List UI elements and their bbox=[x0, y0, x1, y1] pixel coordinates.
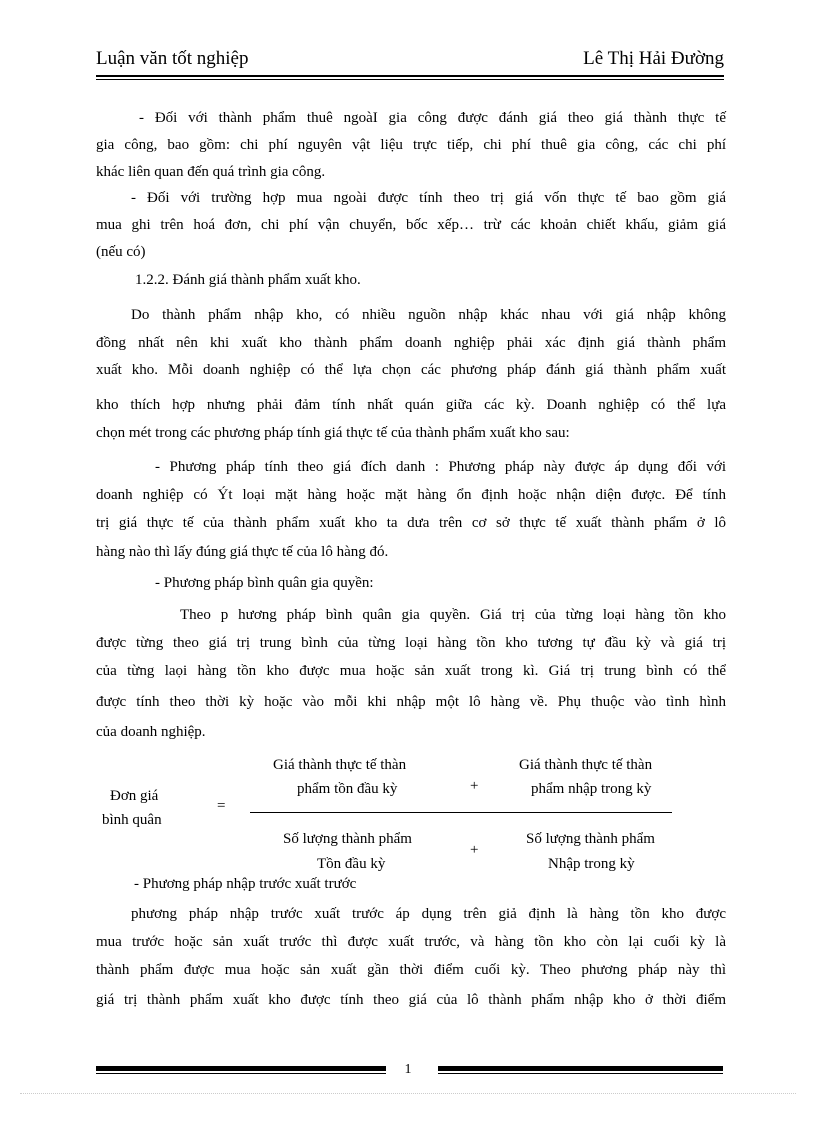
section-heading: 1.2.2. Đánh giá thành phẩm xuất kho. bbox=[135, 272, 361, 288]
formula-denominator-b: Nhập trong kỳ bbox=[548, 856, 635, 872]
text-line: mua trước hoặc sản xuất trước thì được xuất trước, và hàng tồn kho còn lại cuối kỳ là bbox=[96, 934, 726, 950]
formula-numerator-b: phẩm nhập trong kỳ bbox=[531, 781, 652, 797]
formula-numerator-a: phẩm tồn đầu kỳ bbox=[297, 781, 398, 797]
formula-lhs: Đơn giá bbox=[110, 788, 159, 804]
text-line: trị giá thực tế của thành phẩm xuất kho ta dưa trên cơ sở thực tế xuất thành phẩm ở lô bbox=[96, 515, 726, 531]
text-line: được tính theo thời kỳ hoặc vào mỗi khi nhập một lô hàng về. Phụ thuộc vào tình hình bbox=[96, 694, 726, 710]
formula-plus: + bbox=[470, 842, 479, 858]
formula-lhs: bình quân bbox=[102, 812, 162, 828]
text-line: - Phương pháp bình quân gia quyền: bbox=[155, 575, 374, 591]
text-line: đồng nhất nên khi xuất kho thành phẩm doanh nghiệp phải xác định giá thành phẩm bbox=[96, 335, 726, 351]
text-line: kho thích hợp nhưng phải đảm tính nhất quán giữa các kỳ. Doanh nghiệp có thể lựa bbox=[96, 397, 726, 413]
formula-denominator-a: Số lượng thành phẩm bbox=[283, 831, 412, 847]
text-line: - Đối với trường hợp mua ngoài được tính theo trị giá vốn thực tế bao gồm giá bbox=[131, 190, 726, 206]
formula-numerator-a: Giá thành thực tế thàn bbox=[273, 757, 407, 773]
formula-equals: = bbox=[217, 798, 226, 814]
text-line: Theo p hương pháp bình quân gia quyền. Giá trị của từng loại hàng tồn kho bbox=[180, 607, 726, 623]
text-line: (nếu có) bbox=[96, 244, 146, 260]
text-line: gia công, bao gồm: chi phí nguyên vật liệu trực tiếp, chi phí thuê gia công, các chi phí bbox=[96, 137, 726, 153]
text-line: doanh nghiệp có Ýt loại mặt hàng hoặc mặt hàng ổn định hoặc nhận diện được. Để tính bbox=[96, 487, 726, 503]
header-rule bbox=[96, 75, 724, 77]
text-line: thành phẩm được mua hoặc sản xuất gần thời điểm cuối kỳ. Theo phương pháp này thì bbox=[96, 962, 726, 978]
text-line: - Đối với thành phẩm thuê ngoàI gia công được đánh giá theo giá thành thực tế bbox=[139, 110, 726, 126]
formula-plus: + bbox=[470, 778, 479, 794]
text-line: được từng theo giá trị trung bình của từng loại hàng tồn kho tương tự đầu kỳ và giá trị bbox=[96, 635, 726, 651]
text-line: chọn mét trong các phương pháp tính giá thực tế của thành phẩm xuất kho sau: bbox=[96, 425, 570, 441]
formula-denominator-b: Số lượng thành phẩm bbox=[526, 831, 655, 847]
text-line: - Phương pháp nhập trước xuất trước bbox=[134, 876, 357, 892]
text-line: - Phương pháp tính theo giá đích danh : Phương pháp này được áp dụng đối với bbox=[155, 459, 726, 475]
text-line: Do thành phẩm nhập kho, có nhiều nguồn nhập khác nhau với giá nhập không bbox=[131, 307, 726, 323]
text-line: giá trị thành phẩm xuất kho được tính theo giá của lô thành phẩm nhập kho ở thời điểm bbox=[96, 992, 726, 1008]
text-line: khác liên quan đến quá trình gia công. bbox=[96, 164, 326, 180]
page-number: 1 bbox=[404, 1062, 412, 1077]
text-line: mua ghi trên hoá đơn, chi phí vận chuyển, bốc xếp… trừ các khoản chiết khấu, giảm giá bbox=[96, 217, 726, 233]
text-line: của doanh nghiệp. bbox=[96, 724, 206, 740]
text-line: xuất kho. Mỗi doanh nghiệp có thể lựa chọn các phương pháp đánh giá thành phẩm xuất bbox=[96, 362, 726, 378]
header-author-name: Lê Thị Hải Đường bbox=[583, 48, 724, 69]
text-line: của từng laọi hàng tồn kho được mua hoặc sản xuất trong kì. Giá trị trung bình có thể bbox=[96, 663, 726, 679]
formula-numerator-b: Giá thành thực tế thàn bbox=[519, 757, 653, 773]
formula-denominator-a: Tồn đầu kỳ bbox=[317, 856, 386, 872]
header-rule-thin bbox=[96, 79, 724, 80]
page-edge-divider bbox=[20, 1093, 796, 1094]
header-thesis-title: Luận văn tốt nghiệp bbox=[96, 48, 249, 69]
fraction-bar bbox=[250, 812, 672, 813]
text-line: hàng nào thì lấy đúng giá thực tế của lô hàng đó. bbox=[96, 544, 389, 560]
text-line: phương pháp nhập trước xuất trước áp dụng trên giả định là hàng tồn kho được bbox=[131, 906, 726, 922]
